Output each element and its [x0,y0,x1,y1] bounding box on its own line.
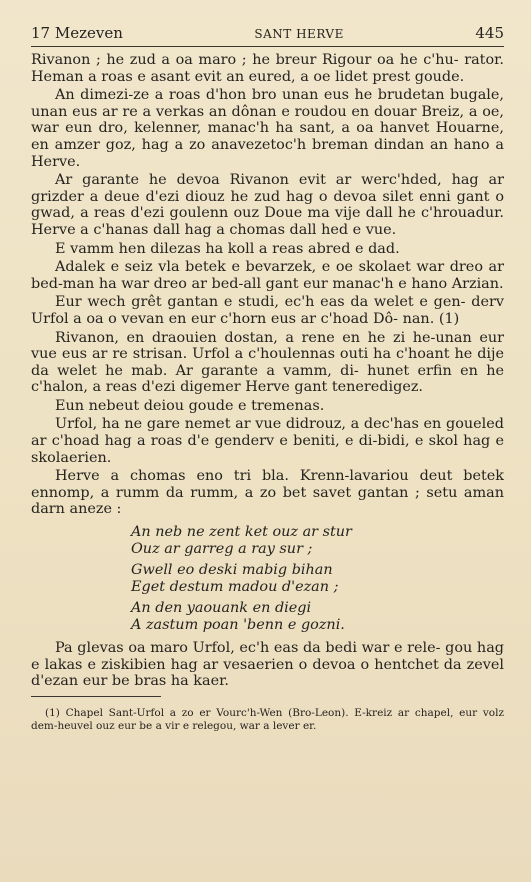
poem-line: Gwell eo deski mabig bihan [131,562,333,579]
paragraph-4: E vamm hen dilezas ha koll a reas abred e dad. [55,240,400,257]
page-number: 445 [475,24,504,42]
paragraph-8: Eun nebeut deiou goude e tremenas. [55,397,325,414]
poem-line: An neb ne zent ket ouz ar stur [131,524,352,541]
paragraph-6: Eur wech grêt gantan e studi, ec'h eas da welet e gen- derv Urfol a oa o vevan en eur c'horn eus ar c'hoad Dô- nan. (1) [31,294,504,327]
proverbs-poem [131,524,504,634]
poem-stanza [131,600,504,634]
poem-stanza [131,524,504,558]
poem-line: An den yaouank en diegi [131,600,312,617]
page-body [31,52,504,732]
paragraph-3: Ar garante he devoa Rivanon evit ar werc'hded, hag ar grizder a deue d'ezi diouz he zud hag o devoa silet enni gant o gwad, a reas d'ezi goulenn ouz Doue ma vije dall he c'hrouadur. Herve a c'hanas dall hag a chomas dall hed e vue. [31,172,504,238]
poem-line: Eget destum madou d'ezan ; [131,579,339,596]
paragraph-5: Adalek e seiz vla betek e bevarzek, e oe skolaet war dreo ar bed-man ha war dreo ar bed-all gant eur manac'h e hano Arzian. [31,259,504,292]
footnote: (1) Chapel Sant-Urfol a zo er Vourc'h-Wen (Bro-Leon). E-kreiz ar chapel, eur volz dem-heuvel ouz eur be a vir e relegou, war a lever er. [31,707,504,732]
header-date: 17 Mezeven [31,24,123,42]
header-title: SANT HERVE [254,27,344,41]
closing-paragraph: Pa glevas oa maro Urfol, ec'h eas da bedi war e rele- gou hag e lakas e ziskibien hag ar vesaerien o devoa o hentchet da zevel d'ezan eur be bras ha kaer. [31,640,504,690]
poem-stanza [131,562,504,596]
paragraph-10: Herve a chomas eno tri bla. Krenn-lavariou deut betek ennomp, a rumm da rumm, a zo bet savet gantan ; setu aman darn aneze : [31,468,504,518]
paragraph-9: Urfol, ha ne gare nemet ar vue didrouz, a dec'has en goueled ar c'hoad hag a roas d'e genderv e beniti, e di-bidi, e skol hag e skolaerien. [31,416,504,466]
running-header [31,24,504,47]
paragraph-2: An dimezi-ze a roas d'hon bro unan eus he brudetan bugale, unan eus ar re a verkas an dônan e roudou en douar Breiz, a oe, war eun dro, kelenner, manac'h ha sant, a oa hanvet Houarne, en amzer goz, hag a zo anavezetoc'h breman dindan an hano a Herve. [31,87,504,170]
paragraph-7: Rivanon, en draouien dostan, a rene en he zi he-unan eur vue eus ar re strisan. Urfol a c'houlennas outi ha c'hoant he dije da welet he mab. Ar garante a vamm, di- hunet erfin en he c'halon, a reas d'ezi digemer Herve gant teneredigez. [31,329,504,396]
paragraph-1: Rivanon ; he zud a oa maro ; he breur Rigour oa he c'hu- rator. Heman a roas e asant evit an eured, a oe lidet prest goude. [31,52,504,85]
footnote-divider [31,696,161,697]
poem-line: Ouz ar garreg a ray sur ; [131,541,313,558]
poem-line: A zastum poan 'benn e gozni. [131,617,345,634]
